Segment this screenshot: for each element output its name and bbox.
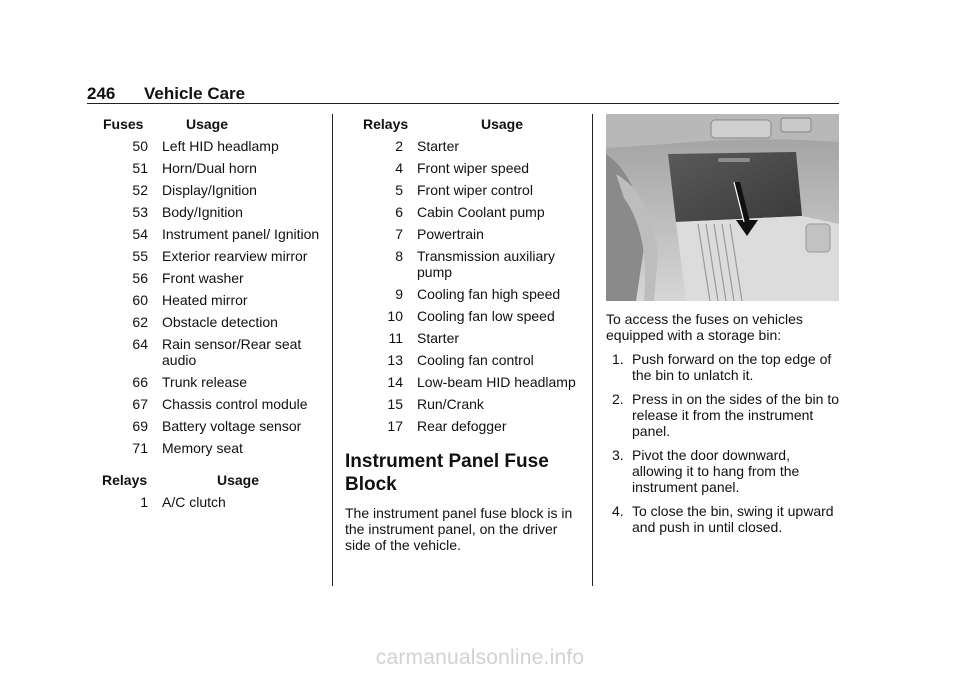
row-number: 1 [140, 494, 148, 510]
column-divider [592, 114, 593, 586]
access-step [606, 447, 842, 495]
step-number: 4. [612, 503, 624, 519]
row-usage: Exterior rearview mirror [162, 248, 308, 264]
relay-row [345, 418, 581, 440]
relays-table-header [96, 472, 324, 494]
relay-row [345, 138, 581, 160]
row-usage: Powertrain [417, 226, 484, 242]
relay-row [345, 204, 581, 226]
column-divider [332, 114, 333, 586]
row-usage: Front washer [162, 270, 244, 286]
row-usage: Front wiper speed [417, 160, 530, 176]
step-number: 2. [612, 391, 624, 407]
row-number: 54 [132, 226, 148, 242]
relays-table-header [345, 116, 581, 138]
relay-row [345, 160, 581, 182]
access-steps-list [606, 351, 842, 535]
row-usage: Body/Ignition [162, 204, 243, 220]
row-usage: Starter [417, 138, 460, 154]
row-number: 10 [387, 308, 403, 324]
step-text: Push forward on the top edge of the bin to unlatch it. [632, 351, 832, 383]
usage-column-header: Usage [186, 116, 229, 132]
relay-row [345, 330, 581, 352]
relays-column-header: Relays [363, 116, 409, 132]
fuse-row [96, 204, 324, 226]
row-usage: Cooling fan low speed [417, 308, 555, 324]
relay-row [345, 396, 581, 418]
relays-table-continued [345, 116, 581, 440]
relay-row [345, 308, 581, 330]
row-number: 7 [395, 226, 403, 242]
row-usage: Battery voltage sensor [162, 418, 302, 434]
fuses-column-header: Fuses [103, 116, 144, 132]
row-usage: Run/Crank [417, 396, 484, 412]
row-usage: Obstacle detection [162, 314, 278, 330]
fuse-row [96, 182, 324, 204]
column-3 [606, 116, 842, 543]
row-number: 66 [132, 374, 148, 390]
fuse-row [96, 336, 324, 374]
relay-row [345, 182, 581, 204]
relay-row [96, 494, 324, 516]
page-header [87, 80, 839, 104]
section-intro: The instrument panel fuse block is in the instrument panel, on the driver side of the vehicle. [345, 505, 573, 553]
row-usage: Front wiper control [417, 182, 533, 198]
fuse-row [96, 270, 324, 292]
row-number: 2 [395, 138, 403, 154]
relay-row [345, 248, 581, 286]
step-number: 1. [612, 351, 624, 367]
access-step [606, 503, 842, 535]
step-text: To close the bin, swing it upward and push in until closed. [632, 503, 834, 535]
row-usage: Left HID headlamp [162, 138, 279, 154]
row-number: 13 [387, 352, 403, 368]
row-number: 64 [132, 336, 148, 352]
row-usage: Starter [417, 330, 460, 346]
fuse-row [96, 374, 324, 396]
row-usage: Trunk release [162, 374, 248, 390]
row-number: 52 [132, 182, 148, 198]
row-number: 14 [387, 374, 403, 390]
row-usage: Cabin Coolant pump [417, 204, 545, 220]
relay-row [345, 374, 581, 396]
row-number: 9 [395, 286, 403, 302]
row-usage: Memory seat [162, 440, 243, 456]
row-number: 55 [132, 248, 148, 264]
row-number: 62 [132, 314, 148, 330]
fuse-row [96, 440, 324, 462]
row-usage: Transmission auxiliary pump [417, 248, 555, 280]
row-usage: Instrument panel/ Ignition [162, 226, 320, 242]
access-step [606, 351, 842, 383]
row-number: 6 [395, 204, 403, 220]
row-number: 11 [388, 330, 403, 346]
row-number: 50 [132, 138, 148, 154]
column-2 [345, 116, 581, 553]
row-number: 56 [132, 270, 148, 286]
row-usage: Chassis control module [162, 396, 308, 412]
storage-bin-photo [606, 114, 839, 301]
access-step [606, 391, 842, 439]
row-number: 17 [387, 418, 403, 434]
relays-column-header: Relays [102, 472, 148, 488]
page-number: 246 [87, 84, 116, 103]
fuse-row [96, 248, 324, 270]
row-usage: Rear defogger [417, 418, 507, 434]
fuses-table-header [96, 116, 324, 138]
row-number: 71 [132, 440, 148, 456]
row-number: 69 [132, 418, 148, 434]
page-title: Vehicle Care [144, 84, 246, 103]
fuses-table [96, 116, 324, 462]
row-usage: Display/Ignition [162, 182, 257, 198]
row-number: 67 [132, 396, 148, 412]
fuse-row [96, 418, 324, 440]
row-usage: Cooling fan high speed [417, 286, 561, 302]
relay-row [345, 352, 581, 374]
row-usage: A/C clutch [162, 494, 226, 510]
usage-column-header: Usage [217, 472, 260, 488]
fuse-row [96, 138, 324, 160]
row-number: 8 [395, 248, 403, 264]
step-number: 3. [612, 447, 624, 463]
column-1 [96, 116, 324, 516]
relay-row [345, 226, 581, 248]
fuse-row [96, 314, 324, 336]
row-number: 53 [132, 204, 148, 220]
section-title: Instrument Panel Fuse Block [345, 451, 549, 495]
fuse-row [96, 160, 324, 182]
row-usage: Low-beam HID headlamp [417, 374, 576, 390]
fuse-row [96, 396, 324, 418]
row-usage: Rain sensor/Rear seat audio [162, 336, 302, 368]
fuse-row [96, 292, 324, 314]
row-number: 4 [395, 160, 403, 176]
watermark-text: carmanualsonline.info [375, 646, 585, 669]
row-number: 51 [132, 160, 148, 176]
row-number: 5 [395, 182, 403, 198]
fuse-row [96, 226, 324, 248]
row-number: 60 [132, 292, 148, 308]
relays-table [96, 472, 324, 516]
step-text: Press in on the sides of the bin to release it from the instrument panel. [632, 391, 840, 439]
relay-row [345, 286, 581, 308]
row-usage: Cooling fan control [417, 352, 534, 368]
access-intro: To access the fuses on vehicles equipped with a storage bin: [606, 311, 803, 343]
step-text: Pivot the door downward, allowing it to hang from the instrument panel. [632, 447, 800, 495]
usage-column-header: Usage [481, 116, 524, 132]
row-number: 15 [387, 396, 403, 412]
row-usage: Horn/Dual horn [162, 160, 257, 176]
row-usage: Heated mirror [162, 292, 248, 308]
